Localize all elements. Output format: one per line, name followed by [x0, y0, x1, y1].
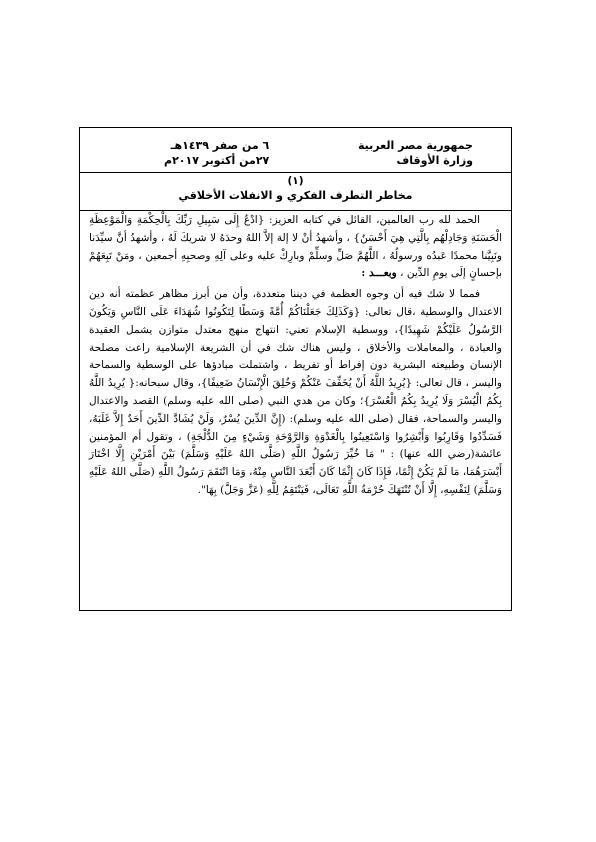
- main-paragraph: فمما لا شك فيه أن وجوه العظمة في ديننا متعددة، وأن من أبرز مظاهر عظمته أنه دين الاعتدال والوسطية ،قال تعالى: {وَكَذَلِكَ جَعَلْنَاكُمْ أُمَّةً وَسَطًا لِتَكُونُوا شُهَدَاءَ عَلَى النَّاسِ وَيَكُونَ الرَّسُولُ عَلَيْكُمْ شَهِيدًا}، ووسطية الإسلام تعني: انتهاج منهج معتدل متوازن يشمل العقيدة والعبادة ، والمعاملات والأخلاق ، وليس هناك شك في أن الشريعة الإسلامية راعت مصلحة الإنسان وطبيعته البشرية دون إفراط أو تفريط ، واشتملت مبادؤها على الوسطية والسماحة واليسر ، قال تعالى: {يُرِيدُ اللَّهُ أَنْ يُخَفِّفَ عَنْكُمْ وَخُلِقَ الْإِنْسَانُ ضَعِيفًا}، وقال سبحانه:{ يُرِيدُ اللَّهُ بِكُمُ الْيُسْرَ وَلَا يُرِيدُ بِكُمُ الْعُسْرَ}؛ وكان من هدي النبي (صلى الله عليه وسلم) القصد والاعتدال واليسر والسماحة، فقال (صلى الله عليه وسلم): (إِنَّ الدِّينَ يُسْرٌ، وَلَنْ يُشَادَّ الدِّينَ أَحَدٌ إِلاَّ غَلَبَهُ، فَسَدِّدُوا وَقَارِبُوا وَأَبْشِرُوا وَاسْتَعِينُوا بِالْغَدْوَةِ وَالرَّوْحَةِ وَشَيْءٍ مِنَ الدُّلْجَةِ) ، وتقول أم المؤمنين عائشة(رضي الله عنها) : " مَا خُيِّرَ رَسُولُ اللَّهِ (صَلَّى اللهُ عَلَيْهِ وَسَلَّمَ) بَيْنَ أَمْرَيْنِ إِلَّا اخْتَارَ أَيْسَرَهُمَا، مَا لَمْ يَكُنْ إِثْمًا، فَإِذَا كَانَ إِثْمًا كَانَ أَبْعَدَ النَّاسِ مِنْهُ، وَمَا انْتَقَمَ رَسُولُ اللَّهِ (صَلَّى اللهُ عَلَيْهِ وَسَلَّمَ) لِنَفْسِهِ، إِلَّا أَنْ تُنْتَهَكَ حُرْمَةُ اللَّهِ تَعَالَى، فَيَنْتَقِمُ لِلَّهِ (عَزَّ وَجَلَّ) بِهَا".: [89, 288, 502, 496]
- sermon-title: مخاطر التطرف الفكري و الانفلات الأخلاقي: [178, 189, 413, 202]
- document-frame: [79, 127, 512, 611]
- sermon-heading: [80, 174, 511, 203]
- gregorian-date: ٢٧من أكتوبر ٢٠١٧م: [164, 154, 270, 167]
- document-header: [80, 128, 511, 173]
- hijri-date: ٦ من صفر ١٤٣٩هـ: [170, 139, 270, 152]
- ministry-name: وزارة الأوقاف: [396, 154, 473, 167]
- sermon-number: (١): [287, 175, 304, 187]
- sermon-body: [89, 212, 502, 500]
- country-name: جمهورية مصر العربية: [358, 139, 473, 152]
- date-block: [164, 138, 269, 168]
- transition-word: وبعـــد :: [361, 267, 397, 280]
- title-divider: [80, 210, 511, 211]
- opening-text: الحمد لله رب العالمين، القائل في كتابه العزيز: {ادْعُ إِلَى سَبِيلِ رَبِّكَ بِالْحِكْمَةِ وَالْمَوْعِظَةِ الْحَسَنَةِ وَجَادِلْهُم بِالَّتِي هِيَ أَحْسَنُ} ، وأشهدُ أنْ لا إلهَ إلاَّ اللهُ وحدَهُ لا شريكَ لَهُ ، وأشهدُ أنَّ سيِّدَنا ونَبِيَّنا محمدًا عَبدُه ورسولُهُ ، اللَّهُمَّ صَلِّ وسلِّمْ وبارِكْ عليه وعلى آلِهِ وصحبِهِ أجمعين ، ومَنْ تَبِعَهُمْ بإحسانٍ إلَى يومِ الدِّين ،: [89, 214, 502, 280]
- issuer-block: [358, 138, 473, 168]
- opening-paragraph: [89, 212, 502, 283]
